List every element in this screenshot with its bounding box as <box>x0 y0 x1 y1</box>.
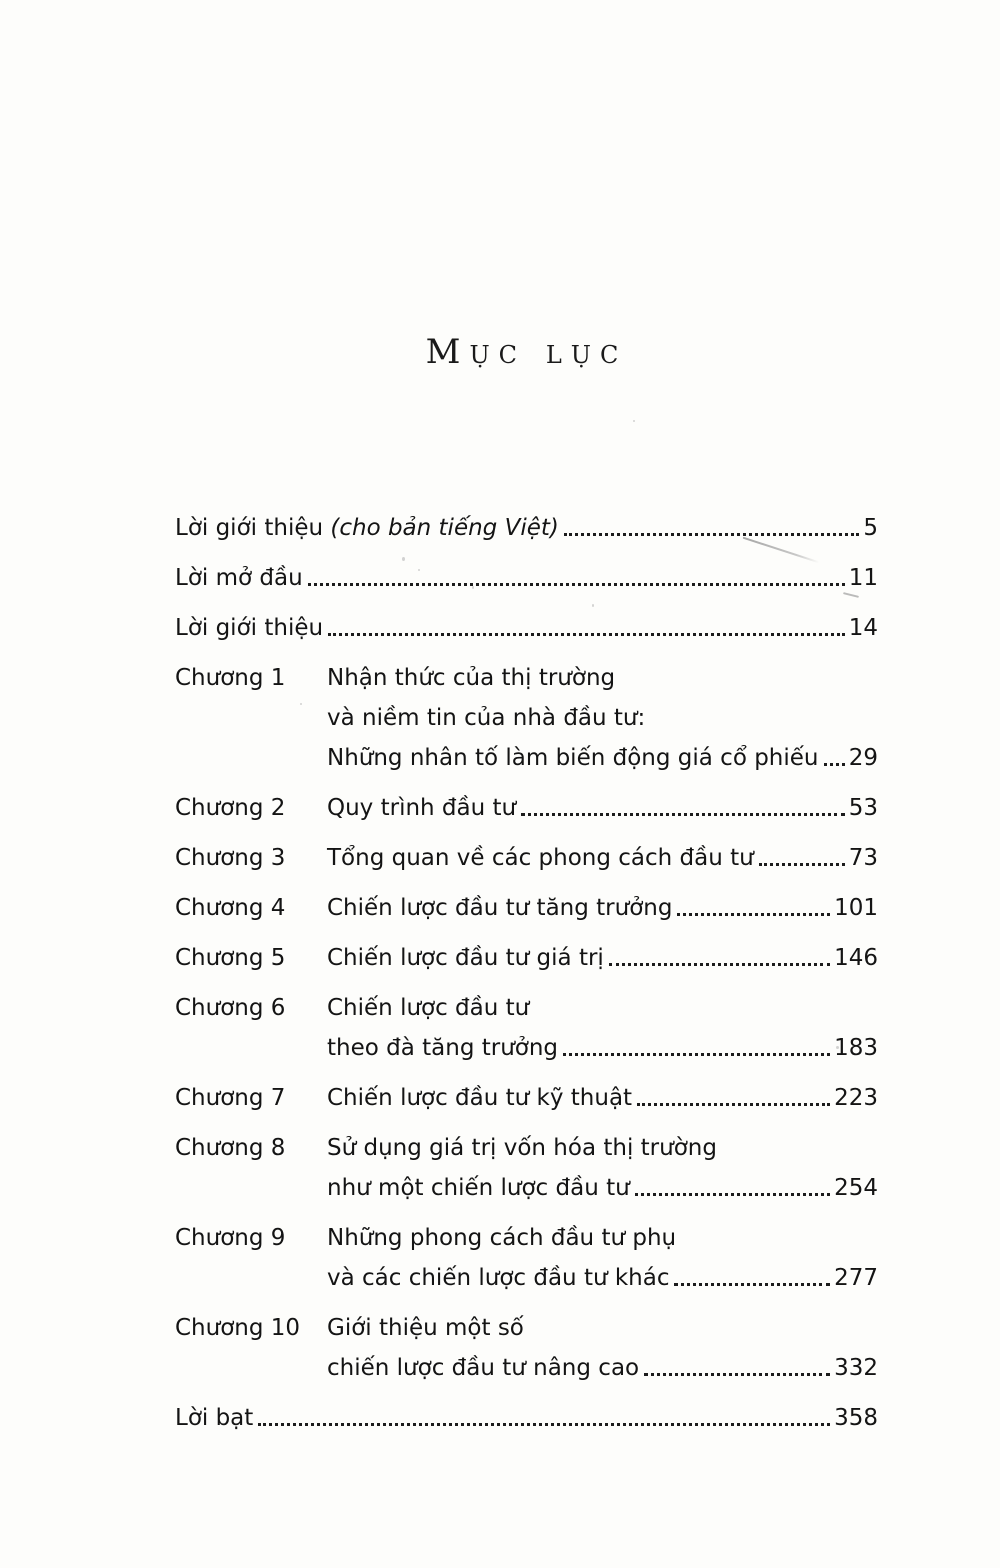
toc-chapter-entry <box>175 1078 878 1118</box>
back-matter-entries <box>175 1398 878 1438</box>
page-number: 183 <box>834 1035 878 1061</box>
page-number: 73 <box>848 845 878 871</box>
page-number: 29 <box>848 745 878 771</box>
scan-speck <box>633 420 635 422</box>
dot-leader <box>258 1423 830 1426</box>
scan-speck <box>300 703 302 705</box>
chapter-title <box>327 938 878 978</box>
chapter-title-line: Chiến lược đầu tư tăng trưởng <box>327 895 673 921</box>
dot-leader <box>308 583 845 586</box>
toc-chapter-entry <box>175 1308 878 1388</box>
chapter-title-line: Giới thiệu một số <box>327 1315 524 1341</box>
page-number: 254 <box>834 1175 878 1201</box>
toc-chapter-entry <box>175 658 878 778</box>
scan-speck <box>512 583 514 585</box>
toc-chapter-entry <box>175 988 878 1068</box>
chapter-label: Chương 7 <box>175 1085 286 1111</box>
chapter-label: Chương 1 <box>175 665 286 691</box>
chapter-label: Chương 10 <box>175 1315 301 1341</box>
toc-chapter-entry <box>175 938 878 978</box>
entry-title-italic: (cho bản tiếng Việt) <box>330 515 559 541</box>
chapter-title-line: chiến lược đầu tư nâng cao <box>327 1355 640 1381</box>
chapter-title-line: Quy trình đầu tư <box>327 795 517 821</box>
chapter-title-line: Nhận thức của thị trường <box>327 665 616 691</box>
entry-title <box>175 508 559 548</box>
chapter-title <box>327 658 878 778</box>
chapter-label: Chương 4 <box>175 895 286 921</box>
chapter-title <box>327 1078 878 1118</box>
scan-speck <box>418 569 420 571</box>
chapter-label: Chương 9 <box>175 1225 286 1251</box>
toc-entry <box>175 608 878 648</box>
dot-leader <box>824 763 845 766</box>
page-number: 101 <box>834 895 878 921</box>
page-number: 332 <box>834 1355 878 1381</box>
dot-leader <box>609 963 830 966</box>
chapter-title-line: và các chiến lược đầu tư khác <box>327 1265 670 1291</box>
chapter-label: Chương 6 <box>175 995 286 1021</box>
dot-leader <box>759 863 845 866</box>
chapter-title <box>327 788 878 828</box>
dot-leader <box>677 913 830 916</box>
chapter-label: Chương 3 <box>175 845 286 871</box>
page-number: 5 <box>863 515 878 541</box>
toc-chapter-entry <box>175 788 878 828</box>
chapter-title-line: theo đà tăng trưởng <box>327 1035 559 1061</box>
toc-chapter-entry <box>175 838 878 878</box>
dot-leader <box>635 1193 830 1196</box>
chapter-title-line: Những nhân tố làm biến động giá cổ phiếu <box>327 745 819 771</box>
scan-speck <box>592 604 594 607</box>
chapter-title <box>327 1308 878 1388</box>
chapter-title <box>327 1128 878 1208</box>
scan-speck <box>836 1046 839 1049</box>
page-number: 146 <box>834 945 878 971</box>
dot-leader <box>637 1103 830 1106</box>
chapter-title-line: Tổng quan về các phong cách đầu tư <box>327 845 754 871</box>
scan-speck <box>402 557 405 561</box>
dot-leader <box>674 1283 830 1286</box>
chapter-label: Chương 2 <box>175 795 286 821</box>
chapter-title-line: Chiến lược đầu tư giá trị <box>327 945 604 971</box>
page-number: 11 <box>848 565 878 591</box>
dot-leader <box>521 813 845 816</box>
chapter-title <box>327 838 878 878</box>
dot-leader <box>564 533 860 536</box>
toc-entry <box>175 508 878 548</box>
chapter-title <box>327 888 878 928</box>
page-number: 14 <box>848 615 878 641</box>
toc-chapter-entry <box>175 1128 878 1208</box>
page-number: 223 <box>834 1085 878 1111</box>
page-number: 277 <box>834 1265 878 1291</box>
page-title: Mục lục <box>425 332 628 372</box>
chapter-title-line: như một chiến lược đầu tư <box>327 1175 630 1201</box>
page-number: 53 <box>848 795 878 821</box>
dot-leader <box>563 1053 830 1056</box>
entry-title: Lời giới thiệu <box>175 615 324 641</box>
entry-title-text: Lời giới thiệu <box>175 515 331 541</box>
toc-chapter-entry <box>175 1218 878 1298</box>
table-of-contents <box>175 508 878 1448</box>
toc-entry <box>175 558 878 598</box>
chapter-title-line: Chiến lược đầu tư kỹ thuật <box>327 1085 633 1111</box>
chapter-title <box>327 988 878 1068</box>
toc-entry <box>175 1398 878 1438</box>
front-matter-entries <box>175 508 878 648</box>
chapter-title-line: Sử dụng giá trị vốn hóa thị trường <box>327 1135 717 1161</box>
chapter-title <box>327 1218 878 1298</box>
entry-title: Lời mở đầu <box>175 565 303 591</box>
entry-title: Lời bạt <box>175 1405 254 1431</box>
chapter-label: Chương 8 <box>175 1135 286 1161</box>
chapter-title-line: Chiến lược đầu tư <box>327 995 530 1021</box>
dot-leader <box>328 633 845 636</box>
chapter-label: Chương 5 <box>175 945 286 971</box>
scan-speck <box>472 586 474 589</box>
chapter-title-line: Những phong cách đầu tư phụ <box>327 1225 677 1251</box>
page-number: 358 <box>834 1405 878 1431</box>
chapter-title-line: và niềm tin của nhà đầu tư: <box>327 705 646 731</box>
dot-leader <box>644 1373 830 1376</box>
toc-chapter-entry <box>175 888 878 928</box>
